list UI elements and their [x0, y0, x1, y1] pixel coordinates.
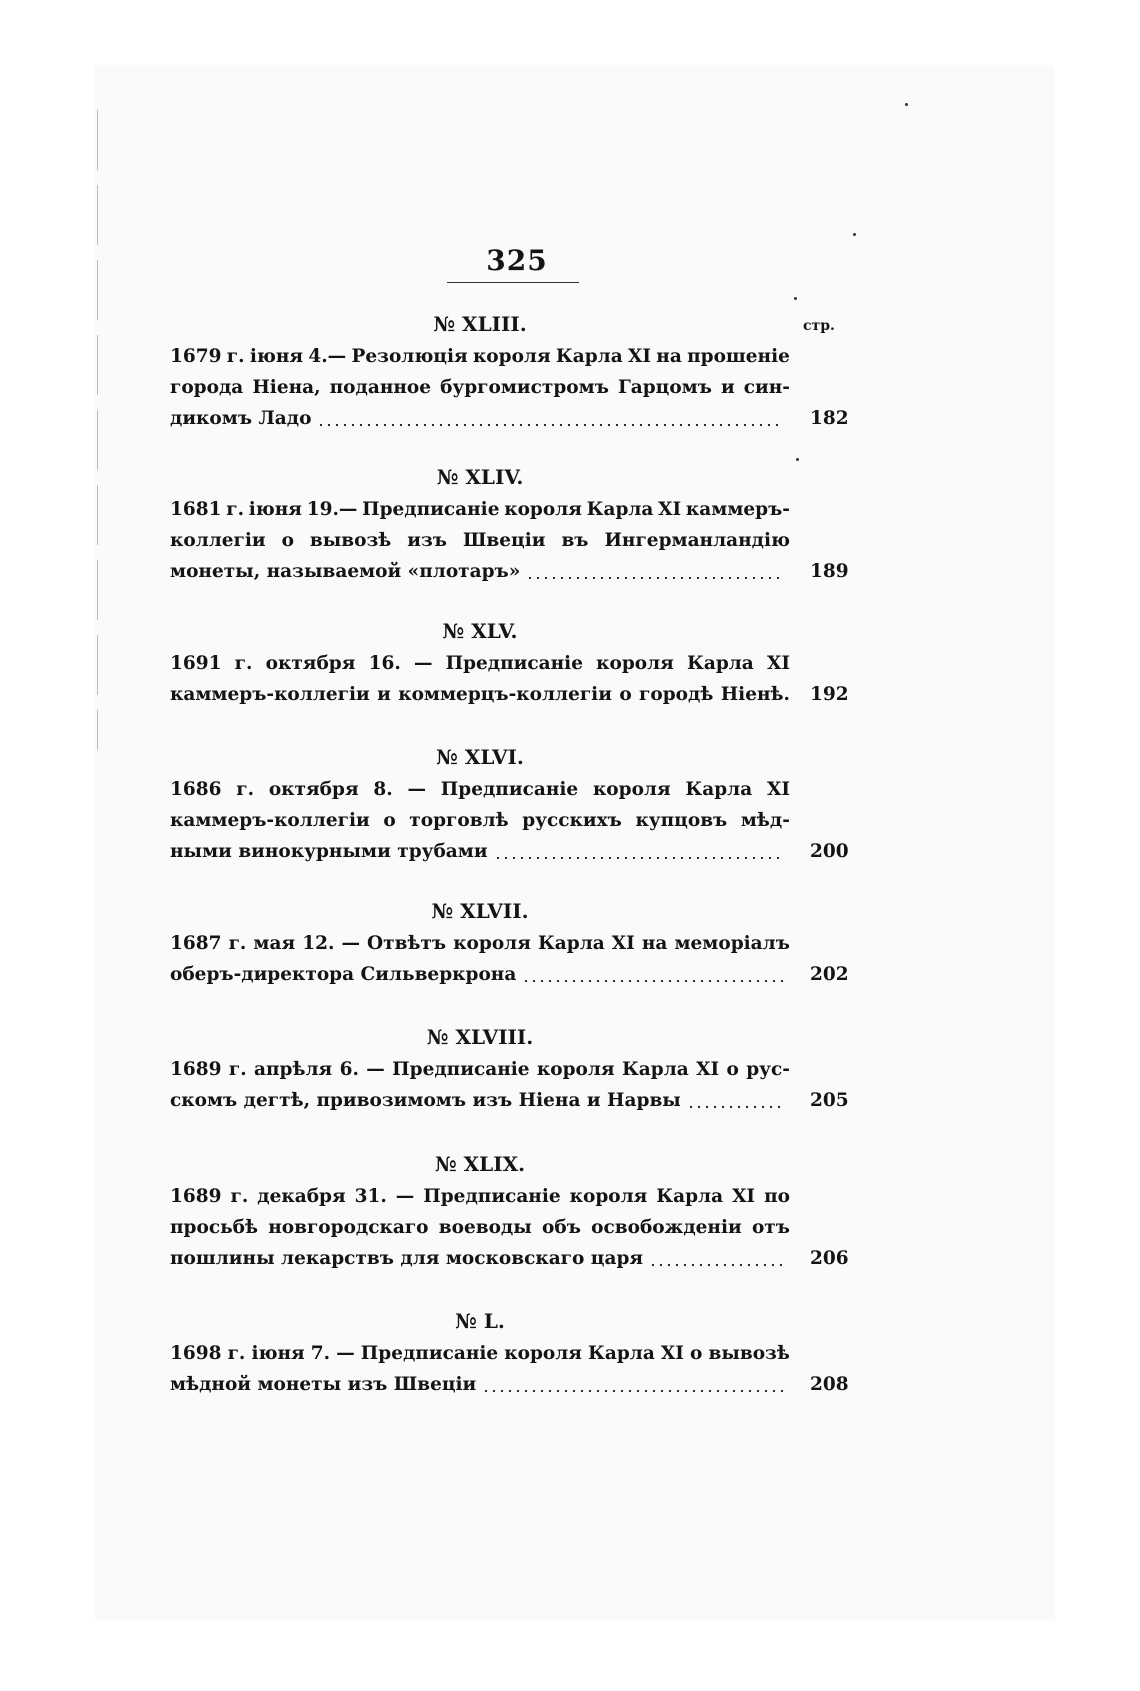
entry-line: 1686 г. октября 8. — Предписаніе короля Карла XI — [170, 779, 790, 800]
entry-line: просьбѣ новгородскаго воеводы объ освобожденіи отъ — [170, 1217, 790, 1238]
toc-entry — [170, 1304, 850, 1400]
entry-page: 202 — [810, 964, 849, 985]
ink-speck — [853, 233, 856, 236]
header-rule — [447, 282, 579, 283]
entry-number: № XLIII. — [433, 312, 527, 336]
binding-edge-mark — [97, 110, 98, 750]
entry-line: 1689 г. декабря 31. — Предписаніе короля Карла XI по — [170, 1186, 790, 1207]
toc-entry — [170, 1020, 850, 1116]
entry-line: 1691 г. октября 16. — Предписаніе короля Карла XI — [170, 653, 790, 674]
entry-page: 192 — [810, 684, 849, 705]
entry-page: 189 — [810, 561, 849, 582]
page-number: 325 — [486, 244, 548, 277]
entry-line: пошлины лекарствъ для московскаго царя — [170, 1243, 790, 1274]
toc-entry — [170, 894, 850, 990]
toc-entry — [170, 1147, 850, 1274]
entry-line: ными винокурными трубами — [170, 836, 790, 867]
entry-line: города Ніена, поданное бургомистромъ Гарцомъ и син- — [170, 377, 790, 398]
dot-leader — [687, 1106, 784, 1108]
toc-entry — [170, 614, 850, 710]
entry-number: № XLIX. — [434, 1152, 526, 1176]
toc-entry — [170, 460, 850, 587]
entry-page: 205 — [810, 1090, 849, 1111]
entry-page: 208 — [810, 1374, 849, 1395]
entry-number: № XLVII. — [431, 899, 529, 923]
entry-page: 200 — [810, 841, 849, 862]
entry-line: монеты, называемой «плотаръ» — [170, 556, 790, 587]
toc-entry — [170, 307, 850, 434]
entry-line: 1681 г. іюня 19.— Предписаніе короля Карла XI каммеръ- — [170, 499, 790, 520]
entry-line: скомъ дегтѣ, привозимомъ изъ Ніена и Нарвы — [170, 1085, 790, 1116]
entry-line: оберъ-директора Сильверкрона — [170, 959, 790, 990]
entry-number: № XLVI. — [436, 745, 524, 769]
entry-line: 1698 г. іюня 7. — Предписаніе короля Карла XI о вывозѣ — [170, 1343, 790, 1364]
dot-leader — [649, 1264, 784, 1266]
entry-line: каммеръ-коллегіи о торговлѣ русскихъ купцовъ мѣд- — [170, 810, 790, 831]
entry-line: дикомъ Ладо — [170, 403, 790, 434]
dot-leader — [317, 424, 784, 426]
entry-page: 182 — [810, 408, 849, 429]
entry-line: коллегіи о вывозѣ изъ Швеціи въ Ингерманландію — [170, 530, 790, 551]
entry-line: каммеръ-коллегіи и коммерцъ-коллегіи о городѣ Ніенѣ. — [170, 684, 790, 705]
entry-line: мѣдной монеты изъ Швеціи — [170, 1369, 790, 1400]
entry-line: 1687 г. мая 12. — Отвѣтъ короля Карла XI на меморіалъ — [170, 933, 790, 954]
entry-number: № XLIV. — [436, 465, 524, 489]
dot-leader — [494, 857, 784, 859]
entry-number: № XLVIII. — [426, 1025, 534, 1049]
dot-leader — [526, 577, 784, 579]
entry-page: 206 — [810, 1248, 849, 1269]
dot-leader — [482, 1390, 784, 1392]
dot-leader — [522, 980, 784, 982]
entry-line: 1679 г. іюня 4.— Резолюція короля Карла XI на прошеніе — [170, 346, 790, 367]
ink-speck — [794, 297, 797, 300]
page-column-label: стр. — [803, 318, 835, 334]
ink-speck — [905, 103, 908, 106]
entry-number: № L. — [455, 1309, 505, 1333]
entry-line: 1689 г. апрѣля 6. — Предписаніе короля Карла XI о рус- — [170, 1059, 790, 1080]
entry-number: № XLV. — [442, 619, 518, 643]
toc-entry — [170, 740, 850, 867]
